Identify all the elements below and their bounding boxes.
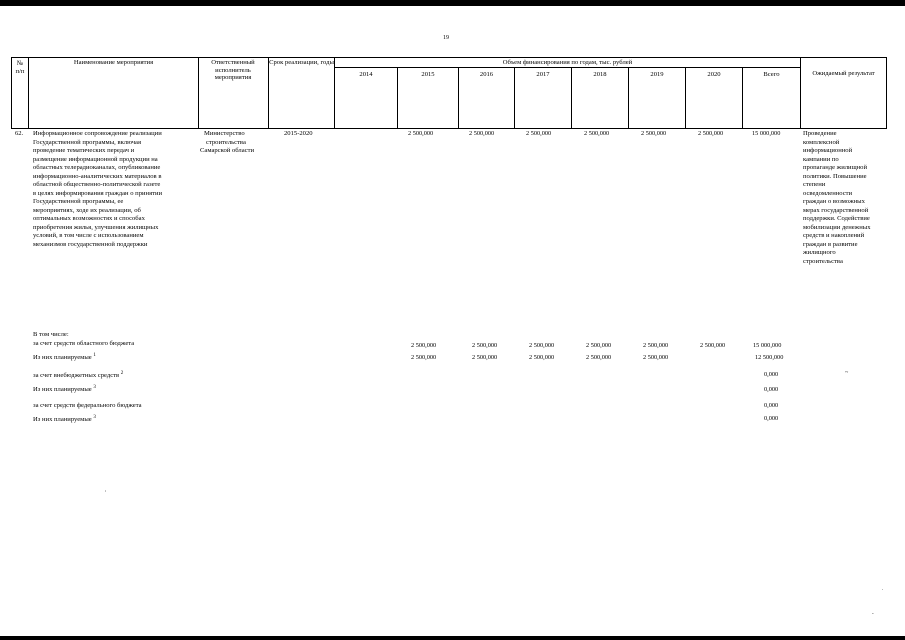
row-result-line: комплексной (803, 138, 840, 146)
row-result-line: Проведение (803, 130, 837, 137)
row-result-line: мобилизации денежных (803, 223, 871, 231)
row-result-line: осведомленности (803, 189, 853, 197)
header-year-2018: 2018 (593, 71, 607, 78)
row-name-line: Информационное сопровождение реализации (33, 130, 162, 137)
row-name-line: в целях информирования граждан о принятии (33, 189, 163, 197)
row-name-line: проведение тематических передач и (33, 147, 135, 154)
header-year-2015: 2015 (421, 71, 435, 78)
row-name-line: условий, в том числе с использованием (33, 232, 144, 239)
row-name-line: информационно-аналитических материалов в (33, 172, 162, 180)
row-name-line: приобретения жилья, улучшения жилищных (33, 223, 159, 231)
header-name: Наименование мероприятия (73, 59, 154, 66)
row-result-line: строительства (803, 257, 843, 265)
sub-row-value: 0,000 (764, 371, 779, 378)
header-financing: Объем финансирования по годам, тыс. рублей (502, 59, 633, 66)
header-period: Срок реализации, годы (269, 59, 334, 66)
footnote-mark: 1 (93, 353, 96, 358)
row-name-line: областных телерадиоканалах, опубликование (33, 164, 161, 171)
row-result-line: мерах государственной (803, 206, 869, 214)
sub-row-value: 2 500,000 (643, 354, 669, 361)
row-result-line: средств и накоплений (803, 232, 865, 239)
row-executor-line: Самарской области (200, 147, 254, 154)
row-name-line: размещение информационной продукции на (33, 155, 158, 163)
row-result-line: пропаганде жилищной (803, 164, 868, 171)
including-label: В том числе: (33, 331, 69, 338)
header-result: Ожидаемый результат (812, 70, 875, 77)
row-result-line: политики. Повышение (803, 172, 867, 180)
sub-row-label (33, 352, 96, 363)
footnote-mark: 3 (93, 385, 96, 390)
sub-row-label: за счет средств областного бюджета (33, 340, 135, 347)
sub-row-value: 2 500,000 (586, 354, 612, 361)
footnote-mark: 3 (93, 415, 96, 420)
sub-row-value: 2 500,000 (586, 342, 612, 349)
row-value-2017: 2 500,000 (526, 130, 552, 137)
sub-row-label (33, 370, 123, 381)
sub-row-value: 12 500,000 (755, 354, 784, 361)
sub-row-label (33, 414, 96, 425)
row-result-line: информационной (803, 147, 853, 154)
sub-row-label (33, 384, 96, 395)
page-number: 19 (443, 35, 449, 41)
row-executor-line: строительства (206, 138, 246, 146)
sub-row-label: за счет средств федерального бюджета (33, 402, 142, 409)
row-name-line: областной общественно-политической газете (33, 181, 161, 188)
sub-row-value: 2 500,000 (700, 342, 726, 349)
sub-row-value: 0,000 (764, 402, 779, 409)
sub-row-value: 15 000,000 (753, 342, 782, 349)
row-value-2018: 2 500,000 (584, 130, 610, 137)
row-name-line: Государственной программы, включая (33, 138, 142, 146)
sub-row-value: 0,000 (764, 386, 779, 393)
sub-row-value: 2 500,000 (472, 342, 498, 349)
row-name-line: оптимальных возможностях и способах (33, 215, 145, 222)
row-result-line: степени (803, 181, 826, 188)
sub-row-value: 2 500,000 (411, 354, 437, 361)
sub-row-value: 2 500,000 (529, 354, 555, 361)
sub-row-label-text: Из них планируемые (33, 386, 92, 394)
header-total: Всего (763, 71, 780, 78)
sub-row-value: 2 500,000 (529, 342, 555, 349)
row-result-line: граждан в развитие (803, 240, 858, 248)
header-year-2014: 2014 (359, 71, 373, 78)
scan-speck: . (882, 587, 884, 592)
scan-speck: ~ (845, 370, 849, 376)
sub-row-value: 2 500,000 (472, 354, 498, 361)
scan-top-border (0, 0, 905, 6)
header-num-line2: п/п (15, 67, 25, 75)
row-result-line: поддержки. Содействие (803, 215, 870, 222)
row-period: 2015-2020 (284, 130, 313, 137)
footnote-mark: 2 (120, 371, 124, 376)
row-result-line: жилищного (803, 249, 836, 256)
sub-row-value: 2 500,000 (643, 342, 669, 349)
scan-speck: , (105, 488, 107, 493)
header-num (12, 60, 28, 75)
sub-row-label-text: Из них планируемые (33, 354, 92, 362)
row-value-total: 15 000,000 (752, 130, 781, 137)
sub-row-value: 0,000 (764, 415, 779, 422)
header-executor: Ответственный исполнитель мероприятия (211, 59, 255, 81)
header-year-2017: 2017 (536, 71, 550, 78)
scan-bottom-border (0, 636, 905, 640)
row-value-2016: 2 500,000 (469, 130, 495, 137)
row-value-2015: 2 500,000 (408, 130, 434, 137)
row-result-line: граждан о возможных (803, 198, 865, 205)
row-number: 62. (15, 130, 24, 137)
header-year-2016: 2016 (479, 71, 494, 78)
row-name-line: мероприятиях, ходе их реализации, об (33, 206, 141, 214)
header-num-line1: № (16, 60, 24, 67)
header-year-2019: 2019 (650, 71, 664, 78)
sub-row-label-text: за счет внебюджетных средств (33, 372, 120, 380)
row-value-2020: 2 500,000 (698, 130, 724, 137)
sub-row-value: 2 500,000 (411, 342, 437, 349)
row-value-2019: 2 500,000 (641, 130, 667, 137)
row-name-line: механизмов государственной поддержки (33, 240, 148, 248)
header-year-2020: 2020 (707, 71, 721, 78)
row-executor-line: Министерство (204, 130, 245, 137)
sub-row-label-text: Из них планируемые (33, 416, 92, 424)
scan-speck: - (872, 612, 874, 617)
row-name-line: Государственной программы, ее (33, 198, 124, 205)
row-result-line: кампании по (803, 155, 839, 163)
